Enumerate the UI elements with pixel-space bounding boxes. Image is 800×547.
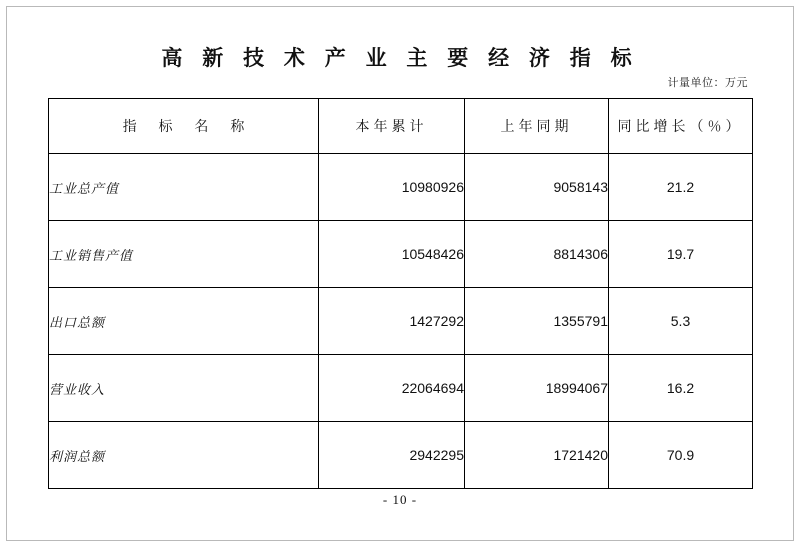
indicator-name: 利润总额	[49, 422, 319, 489]
column-header-current-year: 本年累计	[319, 99, 465, 154]
indicator-current-value: 22064694	[319, 355, 465, 422]
indicator-current-value: 10548426	[319, 221, 465, 288]
indicator-growth-value: 19.7	[609, 221, 753, 288]
indicator-name: 工业总产值	[49, 154, 319, 221]
indicator-previous-value: 18994067	[465, 355, 609, 422]
indicator-previous-value: 9058143	[465, 154, 609, 221]
table-row	[49, 355, 753, 422]
indicator-growth-value: 5.3	[609, 288, 753, 355]
indicator-previous-value: 8814306	[465, 221, 609, 288]
table-header-row	[49, 99, 753, 154]
column-header-growth-rate: 同比增长（％）	[609, 99, 753, 154]
indicator-previous-value: 1355791	[465, 288, 609, 355]
table-row	[49, 154, 753, 221]
column-header-indicator-name: 指 标 名 称	[49, 99, 319, 154]
indicator-current-value: 2942295	[319, 422, 465, 489]
table-row	[49, 288, 753, 355]
indicator-name: 工业销售产值	[49, 221, 319, 288]
indicator-name: 出口总额	[49, 288, 319, 355]
indicator-current-value: 1427292	[319, 288, 465, 355]
measurement-unit-note: 计量单位：万元	[667, 77, 748, 89]
page-number: - 10 -	[382, 492, 418, 507]
page-title: 高 新 技 术 产 业 主 要 经 济 指 标	[161, 47, 639, 70]
indicator-growth-value: 21.2	[609, 154, 753, 221]
table-row	[49, 221, 753, 288]
table-row	[49, 422, 753, 489]
indicator-name: 营业收入	[49, 355, 319, 422]
indicator-growth-value: 16.2	[609, 355, 753, 422]
column-header-previous-year: 上年同期	[465, 99, 609, 154]
indicator-previous-value: 1721420	[465, 422, 609, 489]
economic-indicators-table	[48, 98, 753, 489]
indicator-current-value: 10980926	[319, 154, 465, 221]
indicator-growth-value: 70.9	[609, 422, 753, 489]
